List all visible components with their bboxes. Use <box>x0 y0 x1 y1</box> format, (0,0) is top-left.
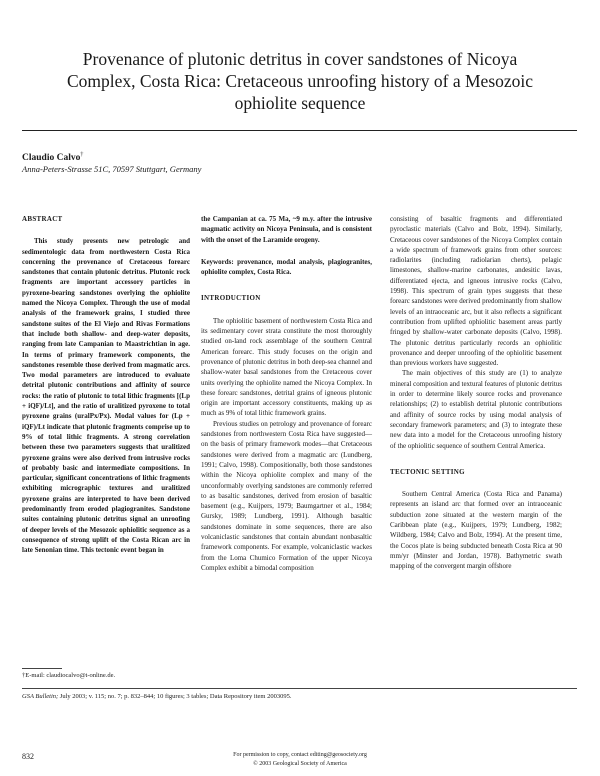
intro-paragraph-2-continued: consisting of basaltic fragments and differentiated pyroclastic materials (Calvo and Bolz, 1994). Similarly, Cretaceous cover sandstones of the Nicoya Complex contain a wide spectrum of framework grains from other sources: radiolarites (including radiolarian cherts), pelagic limestones, shallow-marine carbonates, andesitic lavas, differentiated ejecta, and igneous intrusive rocks (Calvo, 1998). This spectrum of grain types suggests that these forearc sandstones were derived predominantly from shallow levels of an intraoceanic arc, but it also reflects a significant contribution from uplifted ophiolitic basement areas partly fringed by shallow-water carbonate deposits (Calvo, 1998). The plutonic detritus particularly records an ophiolitic provenance and deeper unroofing of the ophiolitic basement than previous workers have suggested. <box>390 215 562 368</box>
abstract-paragraph: This study presents new petrologic and sedimentologic data from northwestern Costa Rica concerning the provenance of Cretaceous forearc sandstones that contain plutonic detritus. Plutonic rock fragments are important accessory particles in pyroxene-bearing sandstones overlying the ophiolite named the Nicoya Complex. Through the use of modal analysis of the framework grains, I studied three sandstone suites of the El Viejo and Rivas Formations that include both shallow- and deep-water deposits, ranging from late Campanian to Maastrichtian in age. In terms of primary framework components, the sandstones resemble those derived from magmatic arcs. Two modal parameters are introduced to evaluate detrital plutonic contributions and affinity of source rocks: the ratio of plutonic to total lithic fragments [(Lp + iQF)/Lt], and the ratio of uralitized pyroxene to total pyroxene grains (uralPx/Px). Modal values for (Lp + iQF)/Lt indicate that plutonic fragments comprise up to 9% of total lithic fragments. A strong correlation between these two parameters suggests that uralitized pyroxene grains were also derived from intrusive rocks of probably basic and intermediate compositions. In particular, significant concentrations of lithic fragments exhibiting micrographic textures and uralitized pyroxene grains are interpreted to have been derived predominantly from eroded plagiogranites. Sandstone suites containing plutonic detritus signal an unroofing of deeper levels of the Mesozoic ophiolitic sequence as a consequence of strong uplift of the Costa Rican arc in late Senonian time. This tectonic event began in <box>22 237 190 555</box>
column-2 <box>201 214 372 573</box>
column-1 <box>22 214 190 556</box>
footnote-email: †E-mail: claudiocalvo@t-online.de. <box>22 672 116 679</box>
tectonic-setting-heading: TECTONIC SETTING <box>390 467 465 476</box>
author-line <box>22 152 83 163</box>
introduction-heading: INTRODUCTION <box>201 294 261 303</box>
citation-details: July 2003; v. 115; no. 7; p. 832–844; 10 figures; 3 tables; Data Repository item 2003095. <box>59 693 292 700</box>
column-3 <box>390 214 562 572</box>
title-rule <box>22 130 577 131</box>
keywords <box>201 257 372 278</box>
keywords-text: provenance, modal analysis, plagiogranites, ophiolite complex, Costa Rica. <box>201 257 372 277</box>
intro-paragraph-2: Previous studies on petrology and provenance of forearc sandstones from northwestern Costa Rica have suggested—on the basis of primary framework modes—that Cretaceous sandstones were derived from a magmatic arc (Lundberg, 1991; Calvo, 1998). Compositionally, both those sandstones within the Nicoya ophiolite complex and many of the unconformably overlying sandstones are commonly referred to as basaltic sandstones, derived from erosion of basaltic basement (e.g., Kuijpers, 1979; Baumgartner et al., 1984; Gursky, 1989; Lundberg, 1991). Although basaltic sandstones dominate in some sequences, there are also volcaniclastic sandstones that contain abundant nonbasaltic framework components. For example, volcaniclastic wackes from the Loma Chumico Formation of the upper Nicoya Complex exhibit a bimodal composition <box>201 419 372 572</box>
journal-citation <box>22 693 292 700</box>
author-footnote-mark: † <box>80 152 84 158</box>
paper-title: Provenance of plutonic detritus in cover sandstones of Nicoya Complex, Costa Rica: Cretaceous unroofing history of a Mesozoic ophiolite sequence <box>66 49 534 113</box>
citation-rule <box>22 688 577 689</box>
tectonic-paragraph-1: Southern Central America (Costa Rica and Panama) represents an island arc that formed over an intraoceanic subduction zone situated at the western margin of the Caribbean plate (e.g., Kuijpers, 1979; Lundberg, 1982; Wildberg, 1984; Calvo and Bolz, 1994). At the present time, the Cocos plate is being subducted beneath Costa Rica at 90 mm/yr (Minster and Jordan, 1978). Bathymetric swath mapping of the convergent margin offshore <box>390 490 562 571</box>
page-number: 832 <box>22 752 34 761</box>
author-affiliation: Anna-Peters-Strasse 51C, 70597 Stuttgart, Germany <box>22 164 202 174</box>
permission-notice: For permission to copy, contact editing@geosociety.org <box>233 752 367 758</box>
intro-paragraph-1: The ophiolitic basement of northwestern Costa Rica and its sedimentary cover strata constitute the most thoroughly studied on-land rock assemblage of the southern Central American forearc. This study focuses on the origin and provenance of plutonic detritus in both deep-sea channel and shallow-water basal sandstones from the Cretaceous cover units overlying the ophiolite named the Nicoya Complex. In these forearc sandstones, detrital grains of igneous plutonic origin are important accessory constituents, making up as much as 9% of total lithic framework grains. <box>201 316 372 418</box>
intro-paragraph-3: The main objectives of this study are (1) to analyze mineral composition and textural features of plutonic detritus in order to determine likely source rocks and provenance relationships; (2) to establish detrital plutonic contributions and affinity of source rocks by using modal analysis of secondary framework parameters; and (3) to integrate these new data into a model for the Cretaceous unroofing history of the ophiolitic sequence of southern Central America. <box>390 369 562 450</box>
abstract-heading: ABSTRACT <box>22 215 63 223</box>
journal-name: GSA Bulletin; <box>22 693 59 700</box>
keywords-label: Keywords: <box>201 257 234 266</box>
author-name: Claudio Calvo <box>22 153 81 164</box>
abstract-paragraph-continued: the Campanian at ca. 75 Ma, ~9 m.y. after the intrusive magmatic activity on Nicoya Peninsula, and is consistent with the onset of the Laramide orogeny. <box>201 215 372 244</box>
copyright-notice: © 2003 Geological Society of America <box>253 761 347 767</box>
footnote-rule <box>22 668 62 669</box>
